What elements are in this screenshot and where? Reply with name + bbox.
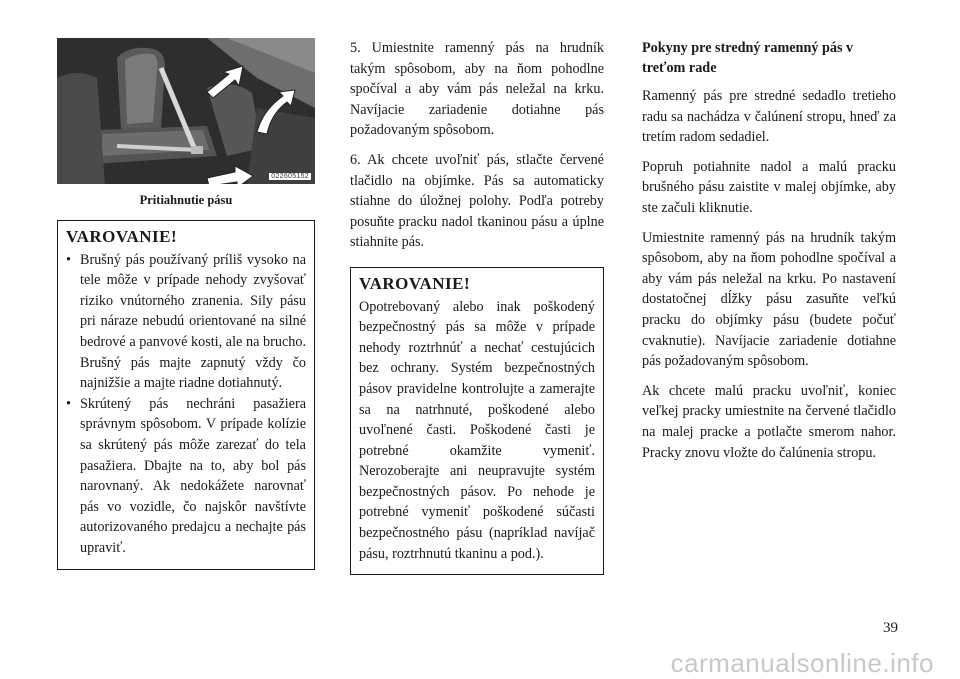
step-5-paragraph: 5. Umiestnite ramenný pás na hrudník takým spôsobom, aby na ňom pohodlne spočíval a aby vám pás neležal na krku. Navíjacie zariadenie dotiahne pás požadovaným spôsobom.	[350, 40, 604, 139]
warning-box-left	[57, 220, 315, 570]
warning-box-middle	[350, 267, 604, 575]
warning-item: • Brušný pás používaný príliš vysoko na tele môže v prípade nehody zvyšovať riziko vnútorného zranenia. Sily pásu pri náraze nebudú orientované na silné bedrové a panvové kosti, ale na brucho. Brušný pás majte zapnutý vždy čo najnižšie a majte riadne dotiahnutý.	[66, 250, 306, 394]
warning-title: VAROVANIE!	[66, 227, 178, 246]
middle-column	[350, 38, 604, 575]
car-seat-image	[57, 38, 315, 184]
section-title: Pokyny pre stredný ramenný pás v treťom rade	[642, 40, 854, 76]
paragraph: Ramenný pás pre stredné sedadlo tretieho radu sa nachádza v čalúnení stropu, hneď za tretím radom sedadiel.	[642, 88, 896, 146]
left-column	[57, 38, 315, 570]
seatbelt-illustration	[57, 38, 315, 184]
warning-text: Opotrebovaný alebo inak poškodený bezpečnostný pás sa môže v prípade nehody roztrhnúť a nechať cestujúcich bez ochrany. Systém bezpečnostných pásov pravidelne kontrolujte a zamerajte sa na natrhnuté, poškodené alebo uvoľnené časti. Poškodené časti je potrebné okamžite vymeniť. Nerozoberajte ani neupravujte systém bezpečnostných pásov. Po nehode je potrebné vymeniť poškodené súčasti bezpečnostného pásu (napríklad navíjač pásu, roztrhnutú tkaninu a pod.).	[359, 298, 595, 562]
right-column	[642, 38, 896, 472]
warning-item: • Skrútený pás nechráni pasažiera správnym spôsobom. V prípade kolízie sa skrútený pás môže zarezať do tela pasažiera. Dbajte na to, aby bol pás narovnaný. Ak nedokážete narovnať pás vo vozidle, čo najskôr navštívte autorizovaného predajcu a nechajte pás upraviť.	[66, 394, 306, 559]
warning-title: VAROVANIE!	[359, 273, 471, 293]
warning-list	[66, 250, 306, 559]
paragraph: Umiestnite ramenný pás na hrudník takým spôsobom, aby na ňom pohodlne spočíval a aby vám pás neležal na krku. Po nastavení dostatočnej dĺžky pásu zasuňte veľkú pracku do objímky pásu (budete počuť cvaknutie). Navíjacie zariadenie dotiahne pás požadovaným spôsobom.	[642, 229, 896, 370]
figure-caption: Pritiahnutie pásu	[139, 193, 233, 207]
watermark: carmanualsonline.info	[670, 648, 934, 678]
figure-code: 022605152	[271, 173, 309, 180]
paragraph: Ak chcete malú pracku uvoľniť, koniec veľkej pracky umiestnite na červené tlačidlo na malej pracke a potlačte smerom nahor. Pracky znovu vložte do čalúnenia stropu.	[642, 382, 896, 461]
paragraph: Popruh potiahnite nadol a malú pracku brušného pásu zaistite v malej objímke, aby ste začuli kliknutie.	[642, 158, 896, 216]
page-number: 39	[883, 620, 898, 636]
step-6-paragraph: 6. Ak chcete uvoľniť pás, stlačte červené tlačidlo na objímke. Pás sa automaticky stiahne do úložnej polohy. Podľa potreby posuňte pracku nadol tkaninou pásu a úplne stiahnite pás.	[350, 151, 604, 251]
